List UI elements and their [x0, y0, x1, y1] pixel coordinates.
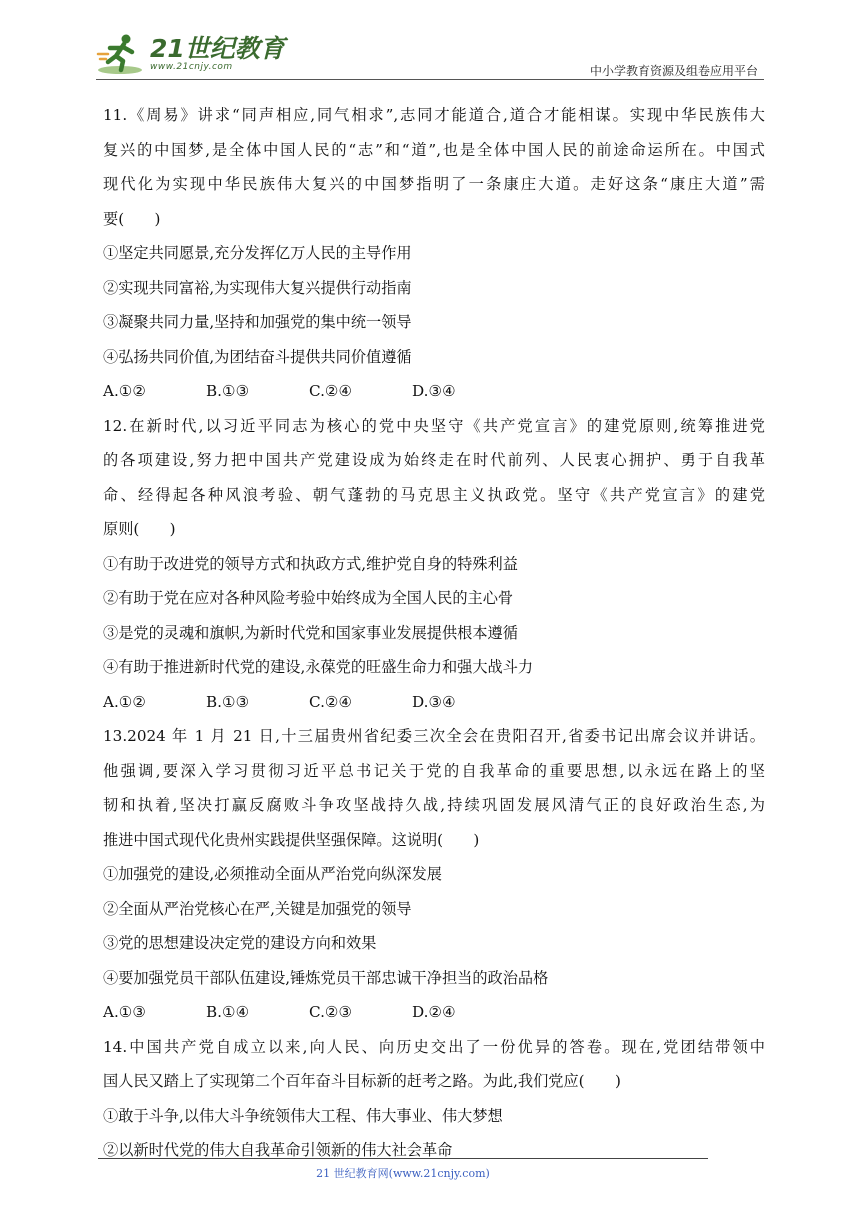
q12-statement: ②有助于党在应对各种风险考验中始终成为全国人民的主心骨 [103, 589, 514, 607]
site-logo [96, 28, 285, 80]
q13-statement: ①加强党的建设,必须推动全面从严治党向纵深发展 [103, 865, 442, 883]
platform-name: 中小学教育资源及组卷应用平台 [589, 64, 758, 78]
q12-option-c: C.②④ [309, 692, 353, 711]
q14-statement: ②以新时代党的伟大自我革命引领新的伟大社会革命 [103, 1141, 453, 1159]
question-12-line: 原则( ) [103, 520, 176, 538]
q11-options [103, 374, 765, 409]
q13-statement: ③党的思想建设决定党的建设方向和效果 [103, 934, 377, 952]
question-14-line: 国人民又踏上了实现第二个百年奋斗目标新的赶考之路。为此,我们党应( ) [103, 1072, 621, 1090]
header-divider [96, 79, 764, 80]
question-13-line: 他强调,要深入学习贯彻习近平总书记关于党的自我革命的重要思想,以永远在路上的坚 [103, 761, 765, 780]
q11-statement: ①坚定共同愿景,充分发挥亿万人民的主导作用 [103, 244, 412, 262]
question-11-line: 11.《周易》讲求“同声相应,同气相求”,志同才能道合,道合才能相谋。实现中华民族伟大 [103, 106, 765, 124]
q14-statement: ①敢于斗争,以伟大斗争统领伟大工程、伟大事业、伟大梦想 [103, 1106, 503, 1125]
footer-text: 21 世纪教育网(www.21cnjy.com) [316, 1167, 490, 1180]
q11-statement: ③凝聚共同力量,坚持和加强党的集中统一领导 [103, 313, 412, 331]
runner-logo-icon [96, 32, 146, 76]
question-12-line: 12.在新时代,以习近平同志为核心的党中央坚守《共产党宣言》的建党原则,统筹推进党 [103, 416, 765, 435]
q12-option-a: A.①② [103, 692, 147, 711]
q12-option-d: D.③④ [412, 692, 456, 711]
question-13-line: 韧和执着,坚决打赢反腐败斗争攻坚战持久战,持续巩固发展风清气正的良好政治生态,为 [103, 796, 765, 814]
q12-statement: ③是党的灵魂和旗帜,为新时代党和国家事业发展提供根本遵循 [103, 623, 518, 642]
q12-options [103, 685, 765, 720]
q12-option-b: B.①③ [206, 692, 250, 711]
q13-options [103, 995, 765, 1030]
q11-statement: ②实现共同富裕,为实现伟大复兴提供行动指南 [103, 278, 412, 297]
logo-text: 21世纪教育 [150, 34, 285, 63]
footer-divider [98, 1158, 708, 1159]
q13-option-d: D.②④ [412, 1003, 456, 1021]
question-11-line: 要( ) [103, 209, 161, 228]
q11-option-d: D.③④ [412, 382, 456, 400]
q11-statement: ④弘扬共同价值,为团结奋斗提供共同价值遵循 [103, 347, 412, 366]
q13-option-c: C.②③ [309, 1003, 353, 1021]
q11-option-b: B.①③ [206, 382, 250, 400]
question-14-line: 14.中国共产党自成立以来,向人民、向历史交出了一份优异的答卷。现在,党团结带领中 [103, 1037, 765, 1056]
q13-statement: ②全面从严治党核心在严,关键是加强党的领导 [103, 899, 412, 918]
q12-statement: ④有助于推进新时代党的建设,永葆党的旺盛生命力和强大战斗力 [103, 658, 534, 676]
question-12-line: 命、经得起各种风浪考验、朝气蓬勃的马克思主义执政党。坚守《共产党宣言》的建党 [103, 485, 765, 504]
q13-option-a: A.①③ [103, 1003, 147, 1021]
q12-statement: ①有助于改进党的领导方式和执政方式,维护党自身的特殊利益 [103, 554, 518, 573]
logo-url: www.21cnjy.com [150, 62, 233, 72]
q11-option-c: C.②④ [309, 382, 353, 400]
q13-statement: ④要加强党员干部队伍建设,锤炼党员干部忠诚干净担当的政治品格 [103, 968, 549, 987]
question-12-line: 的各项建设,努力把中国共产党建设成为始终走在时代前列、人民衷心拥护、勇于自我革 [103, 451, 765, 469]
q13-option-b: B.①④ [206, 1003, 250, 1021]
question-11-line: 复兴的中国梦,是全体中国人民的“志”和“道”,也是全体中国人民的前途命运所在。中国式 [103, 140, 765, 159]
question-13-line: 推进中国式现代化贵州实践提供坚强保障。这说明( ) [103, 830, 480, 849]
question-11-line: 现代化为实现中华民族伟大复兴的中国梦指明了一条康庄大道。走好这条“康庄大道”需 [103, 175, 765, 193]
page-header [96, 28, 764, 80]
q11-option-a: A.①② [103, 382, 147, 400]
question-13-line: 13.2024 年 1 月 21 日,十三届贵州省纪委三次全会在贵阳召开,省委书记出席会议并讲话。 [103, 727, 765, 745]
question-content [103, 98, 765, 1168]
